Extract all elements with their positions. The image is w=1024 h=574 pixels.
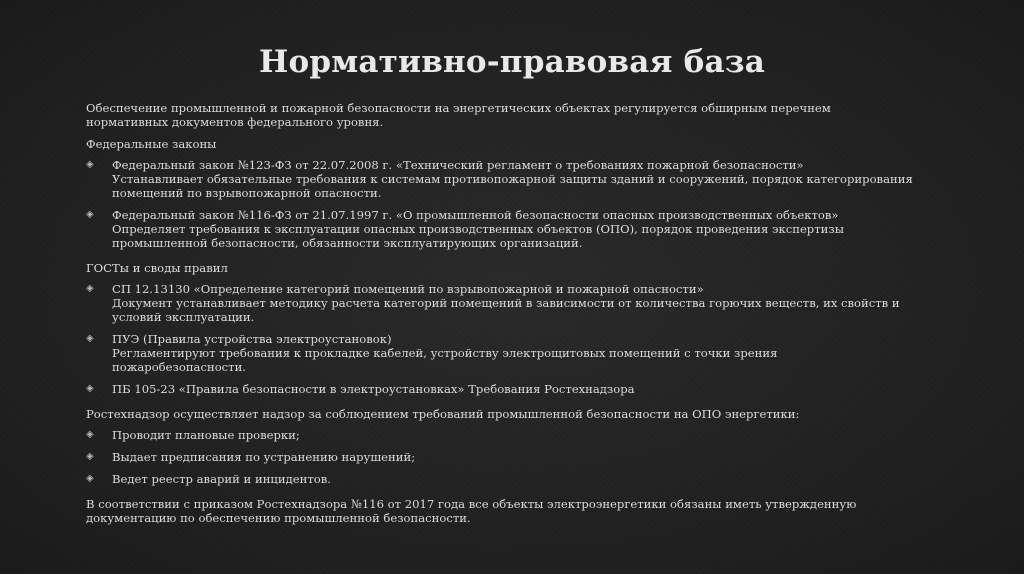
federal-laws-heading: Федеральные законы [86,137,217,151]
item-line: Регламентируют требования к прокладке кабелей, устройству электрощитовых помещений с точки зрения [112,346,778,360]
list-item [86,158,946,200]
gosts-heading: ГОСТы и своды правил [86,261,228,275]
item-line: Выдает предписания по устранению нарушений; [112,450,416,464]
intro-line: Обеспечение промышленной и пожарной безопасности на энергетических объектах регулируется обширным перечнем [86,101,831,115]
conclusion-paragraph [86,497,946,525]
diamond-bullet-icon: ◈ [86,283,94,294]
diamond-bullet-icon: ◈ [86,209,94,220]
item-line: СП 12.13130 «Определение категорий помещений по взрывопожарной и пожарной опасности» [112,282,704,296]
diamond-bullet-icon: ◈ [86,159,94,170]
item-line: условий эксплуатации. [112,310,255,324]
diamond-bullet-icon: ◈ [86,383,94,394]
item-line: Федеральный закон №116-ФЗ от 21.07.1997 г. «О промышленной безопасности опасных производственных объектов» [112,208,839,222]
item-line: Документ устанавливает методику расчета категорий помещений в зависимости от количества горючих веществ, их свойств и [112,296,900,310]
conclusion-line: документацию по обеспечению промышленной безопасности. [86,511,471,525]
list-item [86,208,946,250]
diamond-bullet-icon: ◈ [86,429,94,440]
item-line: Ведет реестр аварий и инцидентов. [112,472,331,486]
diamond-bullet-icon: ◈ [86,333,94,344]
conclusion-line: В соответствии с приказом Ростехнадзора №116 от 2017 года все объекты электроэнергетики обязаны иметь утвержденную [86,497,857,511]
intro-paragraph [86,101,946,129]
item-line: Федеральный закон №123-ФЗ от 22.07.2008 г. «Технический регламент о требованиях пожарной безопасности» [112,158,804,172]
slide-body [86,101,946,533]
diamond-bullet-icon: ◈ [86,451,94,462]
item-line: ПУЭ (Правила устройства электроустановок) [112,332,392,346]
item-line: Определяет требования к эксплуатации опасных производственных объектов (ОПО), порядок проведения экспертизы [112,222,844,236]
list-item [86,450,946,464]
item-line: Проводит плановые проверки; [112,428,300,442]
item-line: промышленной безопасности, обязанности эксплуатирующих организаций. [112,236,583,250]
item-line: пожаробезопасности. [112,360,246,374]
item-line: ПБ 105-23 «Правила безопасности в электроустановках» Требования Ростехнадзора [112,382,635,396]
list-item [86,382,946,396]
item-line: помещений по взрывопожарной опасности. [112,186,382,200]
intro-line: нормативных документов федерального уровня. [86,115,384,129]
rostekhnadzor-heading: Ростехнадзор осуществляет надзор за соблюдением требований промышленной безопасности на ОПО энергетики: [86,407,800,421]
list-item [86,282,946,324]
slide-title: Нормативно-правовая база [258,44,766,80]
list-item [86,332,946,374]
list-item [86,428,946,442]
item-line: Устанавливает обязательные требования к системам противопожарной защиты зданий и сооружений, порядок категорирования [112,172,913,186]
diamond-bullet-icon: ◈ [86,473,94,484]
list-item [86,472,946,486]
